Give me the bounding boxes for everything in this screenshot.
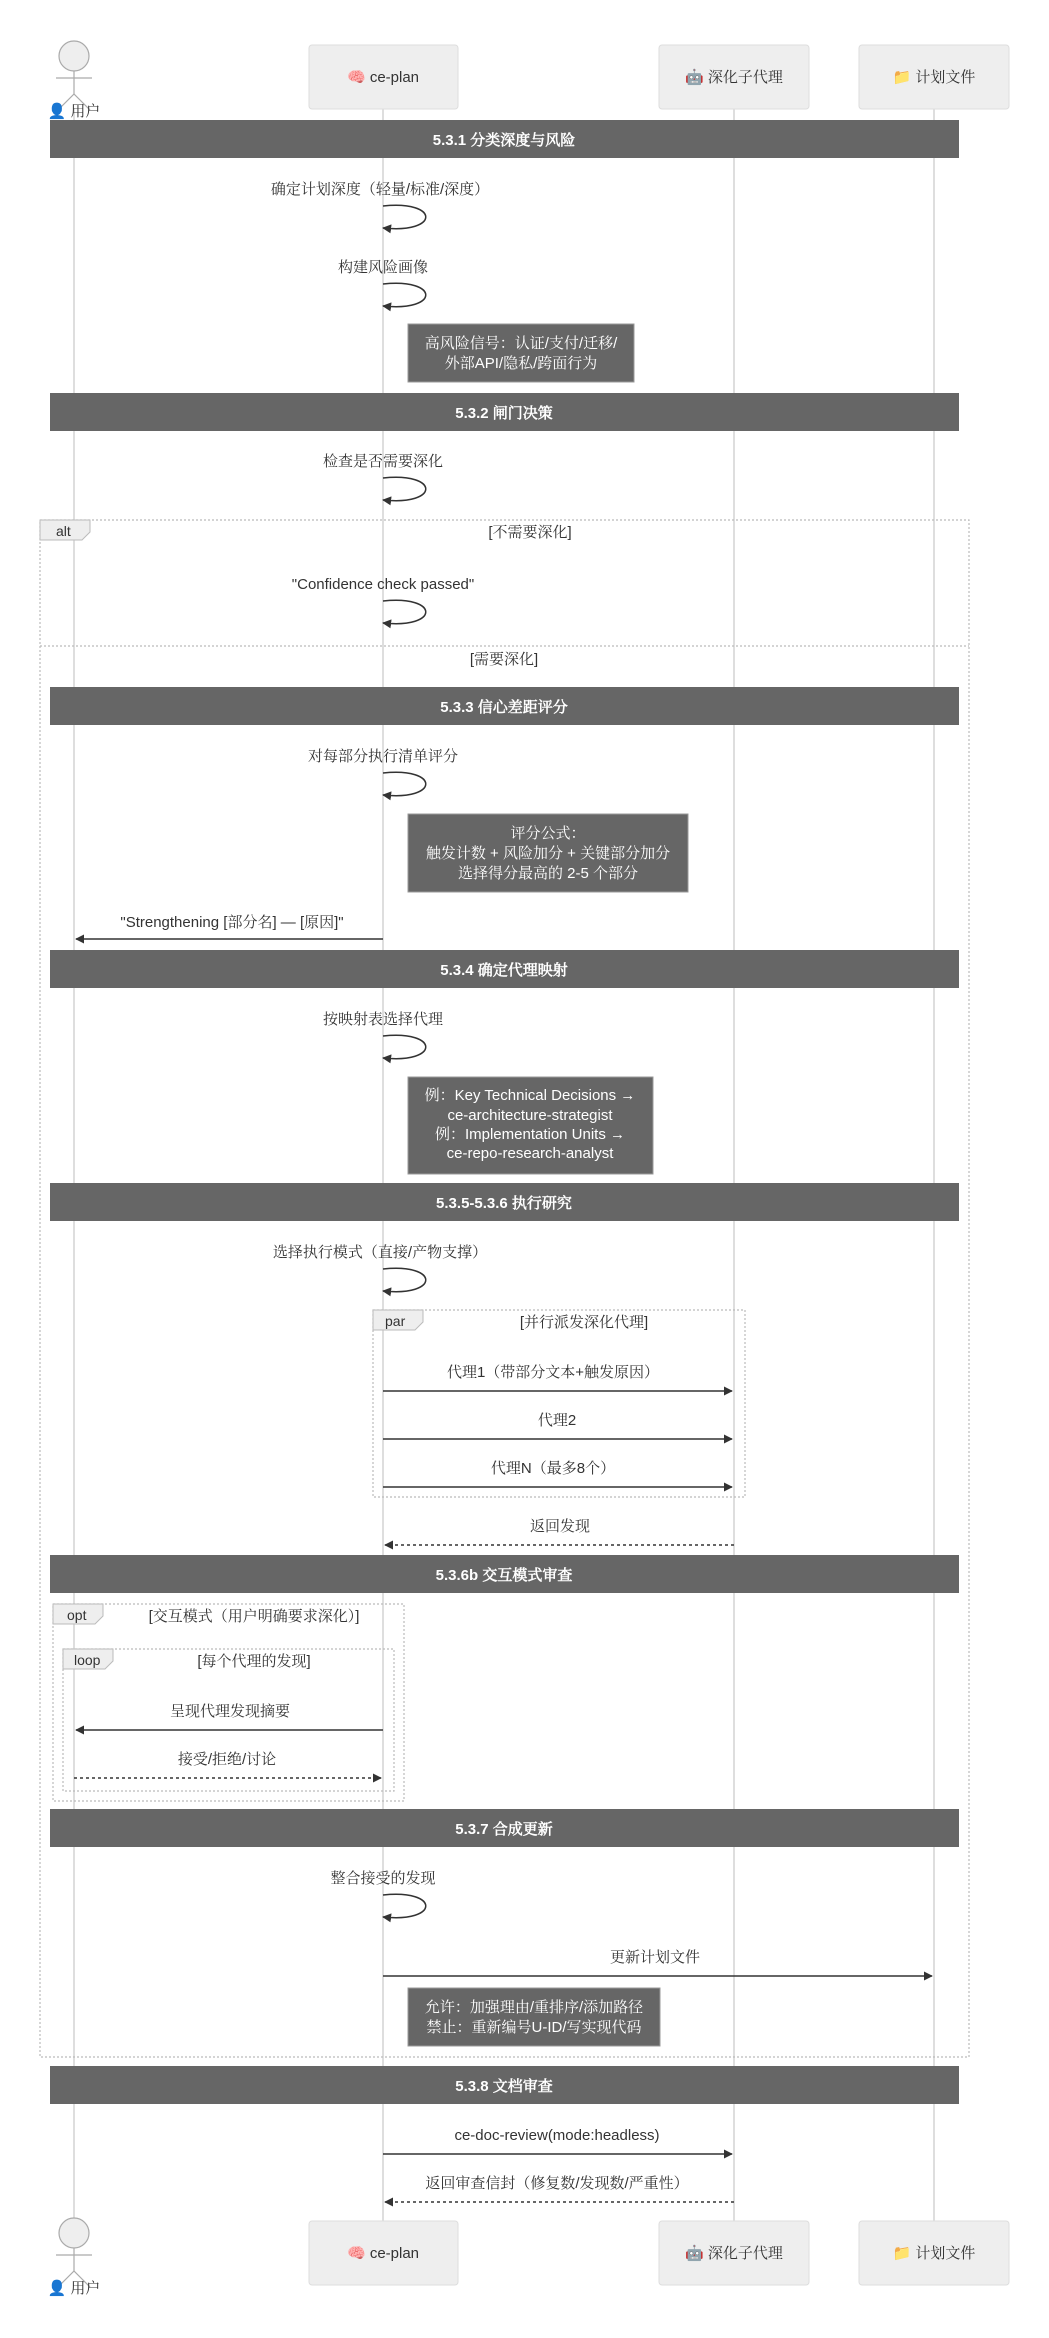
fragment-keyword: opt (67, 1607, 87, 1623)
section-banner (50, 687, 959, 725)
svg-text:代理2: 代理2 (537, 1412, 577, 1429)
participant-label: 🧠 ce-plan (346, 69, 420, 86)
fragment-guard: [并行派发深化代理] (519, 1314, 649, 1331)
self-message (273, 1243, 487, 1292)
svg-text:"Strengthening [部分名] — [原因]": "Strengthening [部分名] — [原因]" (120, 914, 344, 931)
svg-text:确定计划深度（轻量/标准/深度）: 确定计划深度（轻量/标准/深度） (270, 181, 490, 198)
svg-text:例：Key Technical Decisions →: 例：Key Technical Decisions → (424, 1087, 636, 1104)
participant-label: 🧠 ce-plan (346, 2245, 420, 2262)
svg-text:评分公式：: 评分公式： (510, 825, 586, 842)
participant-label: 👤 用户 (47, 103, 101, 120)
participant-plan-file-top (859, 45, 1009, 109)
svg-text:ce-doc-review(mode:headless): ce-doc-review(mode:headless) (454, 2127, 660, 2144)
fragment-guard: [不需要深化] (488, 524, 572, 541)
note (408, 324, 634, 382)
svg-text:构建风险画像: 构建风险画像 (337, 259, 429, 276)
svg-text:检查是否需要深化: 检查是否需要深化 (322, 453, 444, 470)
note (408, 814, 688, 892)
section-banner (50, 2066, 959, 2104)
svg-text:对每部分执行清单评分: 对每部分执行清单评分 (307, 748, 459, 765)
participant-label: 🤖 深化子代理 (685, 69, 783, 86)
participant-label: 👤 用户 (47, 2280, 101, 2297)
fragment-keyword: par (385, 1313, 406, 1329)
svg-text:例：Implementation Units →: 例：Implementation Units → (434, 1126, 626, 1143)
svg-text:5.3.5-5.3.6 执行研究: 5.3.5-5.3.6 执行研究 (436, 1195, 572, 1212)
svg-text:5.3.4 确定代理映射: 5.3.4 确定代理映射 (440, 962, 568, 979)
svg-text:5.3.6b 交互模式审查: 5.3.6b 交互模式审查 (435, 1567, 573, 1584)
svg-text:5.3.3 信心差距评分: 5.3.3 信心差距评分 (440, 699, 568, 716)
section-banner (50, 1183, 959, 1221)
participant-plan-file-bottom (859, 2221, 1009, 2285)
fragment-keyword: alt (56, 523, 71, 539)
svg-text:呈现代理发现摘要: 呈现代理发现摘要 (169, 1703, 291, 1720)
svg-text:更新计划文件: 更新计划文件 (609, 1949, 701, 1966)
svg-text:选择执行模式（直接/产物支撑）: 选择执行模式（直接/产物支撑） (272, 1244, 488, 1261)
note (408, 1077, 653, 1174)
return-message (385, 1518, 734, 1545)
svg-text:禁止：重新编号U-ID/写实现代码: 禁止：重新编号U-ID/写实现代码 (426, 2019, 642, 2036)
svg-text:代理N（最多8个）: 代理N（最多8个） (490, 1460, 616, 1477)
participant-deepen-agent-top (659, 45, 809, 109)
svg-text:5.3.7 合成更新: 5.3.7 合成更新 (455, 1821, 553, 1838)
message (383, 1949, 932, 1976)
participant-deepen-agent-bottom (659, 2221, 809, 2285)
svg-text:返回审查信封（修复数/发现数/严重性）: 返回审查信封（修复数/发现数/严重性） (425, 2175, 689, 2192)
message (383, 1460, 732, 1487)
svg-text:ce-repo-research-analyst: ce-repo-research-analyst (446, 1145, 614, 1162)
participant-label: 🤖 深化子代理 (685, 2245, 783, 2262)
message (383, 2127, 732, 2154)
participant-label: 📁 计划文件 (892, 2245, 976, 2262)
participant-ce-plan-bottom (309, 2221, 458, 2285)
participant-user-top (48, 41, 101, 120)
loop-fragment (63, 1649, 394, 1791)
svg-text:选择得分最高的 2-5 个部分: 选择得分最高的 2-5 个部分 (457, 865, 639, 882)
svg-text:5.3.8 文档审查: 5.3.8 文档审查 (455, 2078, 553, 2095)
fragment-guard: [交互模式（用户明确要求深化）] (148, 1608, 360, 1625)
message (76, 914, 383, 939)
section-banner (50, 950, 959, 988)
svg-text:整合接受的发现: 整合接受的发现 (330, 1870, 436, 1887)
svg-text:触发计数 + 风险加分 + 关键部分加分: 触发计数 + 风险加分 + 关键部分加分 (425, 845, 671, 862)
section-banner (50, 120, 959, 158)
fragment-keyword: loop (74, 1652, 101, 1668)
participant-user-bottom (48, 2218, 101, 2297)
fragment-else-guard: [需要深化] (469, 651, 539, 668)
fragment-guard: [每个代理的发现] (197, 1653, 311, 1670)
svg-text:5.3.2 闸门决策: 5.3.2 闸门决策 (455, 405, 553, 422)
message (383, 1364, 732, 1391)
svg-text:高风险信号：认证/支付/迁移/: 高风险信号：认证/支付/迁移/ (424, 335, 618, 352)
svg-text:"Confidence check passed": "Confidence check passed" (291, 576, 475, 593)
return-message (74, 1751, 381, 1778)
section-banner (50, 1809, 959, 1847)
svg-text:5.3.1 分类深度与风险: 5.3.1 分类深度与风险 (432, 132, 576, 149)
message (383, 1412, 732, 1439)
svg-text:外部API/隐私/跨面行为: 外部API/隐私/跨面行为 (444, 355, 598, 372)
return-message (385, 2174, 734, 2202)
svg-text:允许：加强理由/重排序/添加路径: 允许：加强理由/重排序/添加路径 (424, 1999, 644, 2016)
svg-text:接受/拒绝/讨论: 接受/拒绝/讨论 (177, 1751, 277, 1768)
participant-ce-plan-top (309, 45, 458, 109)
svg-text:ce-architecture-strategist: ce-architecture-strategist (447, 1107, 613, 1124)
participant-label: 📁 计划文件 (892, 69, 976, 86)
section-banner (50, 1555, 959, 1593)
note (408, 1988, 660, 2046)
self-message (271, 180, 489, 229)
message (76, 1703, 383, 1730)
svg-text:返回发现: 返回发现 (529, 1518, 591, 1535)
svg-text:代理1（带部分文本+触发原因）: 代理1（带部分文本+触发原因） (446, 1364, 660, 1381)
svg-text:按映射表选择代理: 按映射表选择代理 (322, 1011, 444, 1028)
section-banner (50, 393, 959, 431)
